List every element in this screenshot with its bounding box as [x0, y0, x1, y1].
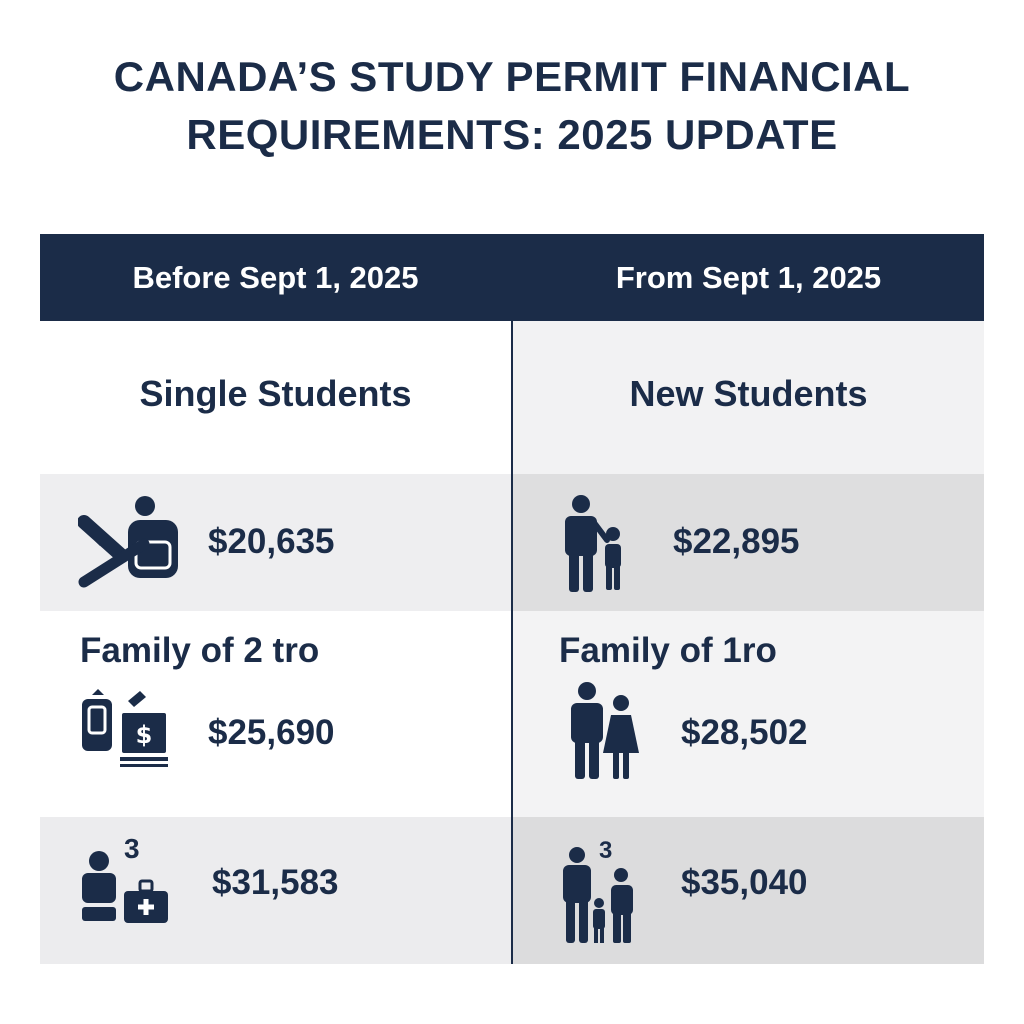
amount-row-3 — [40, 817, 511, 964]
section-row — [513, 321, 984, 474]
amount-row-1 — [513, 474, 984, 611]
comparison-table — [40, 234, 984, 964]
column-before — [40, 321, 511, 964]
couple-icon — [567, 681, 641, 781]
family-label-from: Family of 1ro — [559, 631, 777, 670]
svg-text:$: $ — [135, 721, 153, 749]
amount-row-1 — [40, 474, 511, 611]
section-title-new-students: New Students — [629, 373, 868, 414]
family-count-number: 3 — [599, 837, 613, 864]
title-line-1: CANADA’S STUDY PERMIT FINANCIAL — [113, 53, 911, 100]
student-backpack-icon — [78, 494, 182, 590]
table-header — [40, 234, 984, 321]
header-before: Before Sept 1, 2025 — [132, 260, 419, 295]
wallet-money-icon — [80, 689, 170, 769]
amount-new-from: $22,895 — [673, 522, 800, 561]
amount-family-before: $25,690 — [208, 713, 335, 752]
page-title — [0, 48, 1024, 164]
parent-child-icon — [561, 494, 631, 594]
amount-row-3 — [513, 817, 984, 964]
amount-family3-from: $35,040 — [681, 863, 808, 902]
amount-single-before: $20,635 — [208, 522, 335, 561]
family-row — [40, 611, 511, 817]
section-title-single-students: Single Students — [139, 373, 412, 414]
column-from — [513, 321, 984, 964]
family-row — [513, 611, 984, 817]
header-from: From Sept 1, 2025 — [615, 260, 882, 295]
amount-family3-before: $31,583 — [212, 863, 339, 902]
family-count-number: 3 — [124, 833, 140, 864]
section-row — [40, 321, 511, 474]
amount-family-from: $28,502 — [681, 713, 808, 752]
family-label-before: Family of 2 tro — [80, 631, 320, 670]
title-line-2: REQUIREMENTS: 2025 UPDATE — [186, 111, 838, 158]
